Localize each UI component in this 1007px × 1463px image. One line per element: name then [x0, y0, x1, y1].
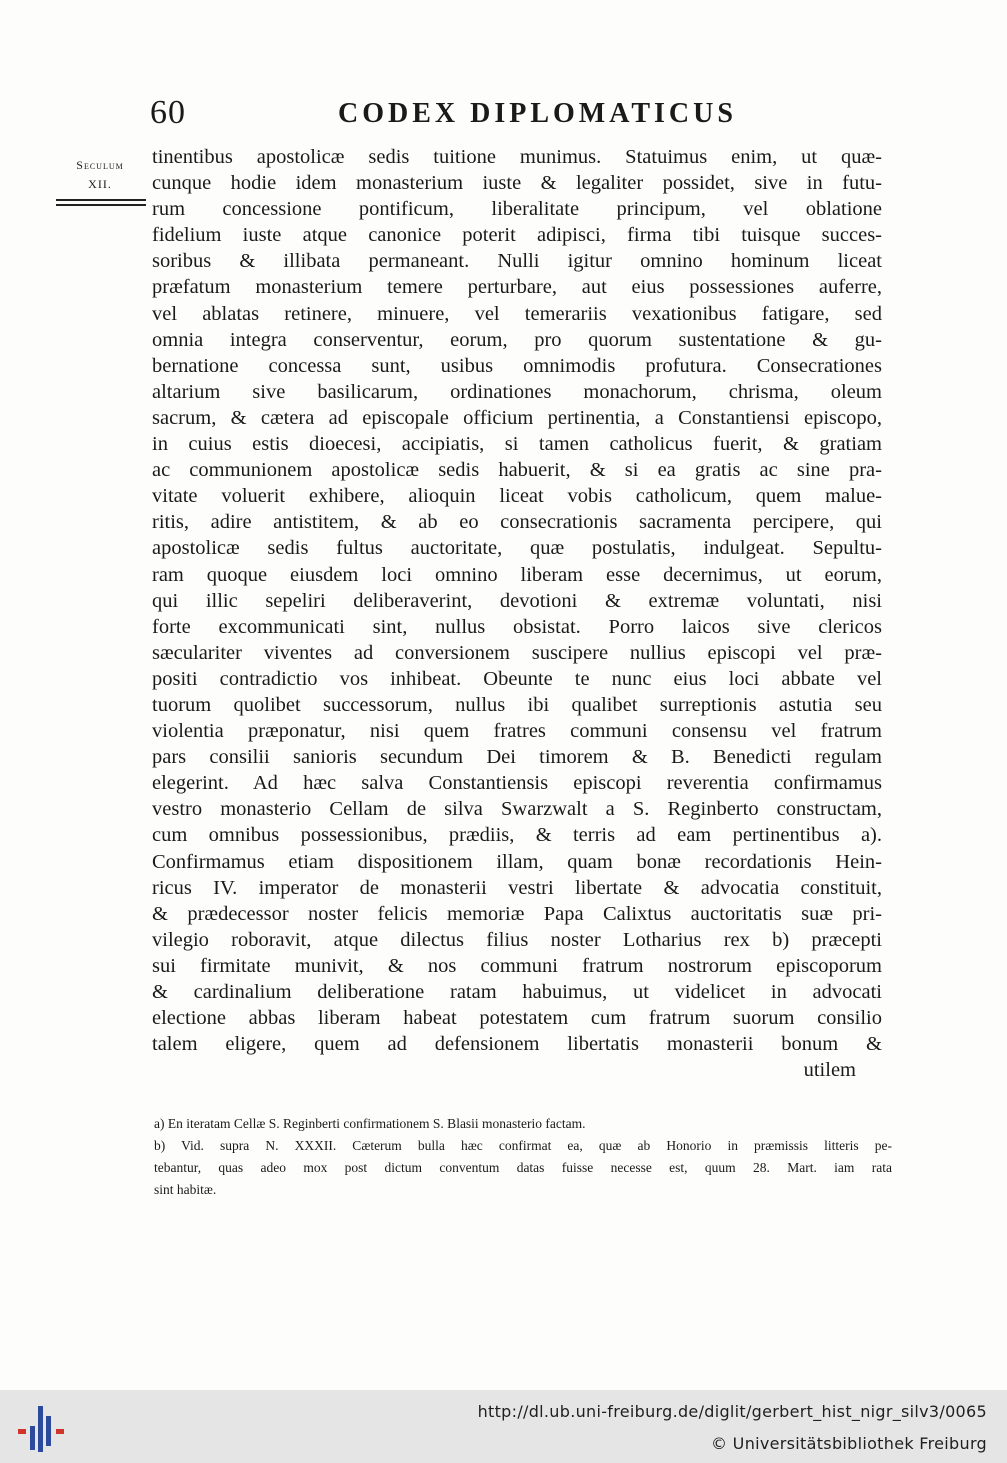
library-logo-icon: [16, 1404, 68, 1456]
body-text: [152, 144, 882, 1083]
text-line: cunque hodie idem monasterium iuste & legaliter possidet, sive in futu-: [152, 172, 882, 195]
page-number: 60: [150, 94, 186, 131]
footnote-b-continued: tebantur, quas adeo mox post dictum conventum datas fuisse necesse est, quum 28. Mart. iam rata: [154, 1160, 892, 1175]
running-head: CODEX DIPLOMATICUS: [338, 98, 737, 129]
text-line: & cardinalium deliberatione ratam habuimus, ut videlicet in advocati: [152, 981, 882, 1003]
logo-bar-red-right: [56, 1429, 64, 1434]
text-line: positi contradictio vos inhibeat. Obeunte te nunc eius loci abbate vel: [152, 667, 882, 690]
logo-bar-blue-1: [30, 1426, 35, 1450]
logo-bar-blue-2: [38, 1406, 43, 1452]
footnote-b-end: sint habitæ.: [154, 1182, 217, 1197]
text-line: cum omnibus possessionibus, prædiis, & terris ad eam pertinentibus a).: [152, 824, 882, 847]
text-line: vestro monasterio Cellam de silva Swarzwalt a S. Reginberto constructam,: [152, 798, 882, 821]
text-line: sui firmitate munivit, & nos communi fratrum nostrorum episcoporum: [152, 954, 882, 977]
footnote-a: a) En iteratam Cellæ S. Reginberti confirmationem S. Blasii monasterio factam.: [154, 1116, 586, 1131]
text-line: apostolicæ sedis fultus auctoritate, quæ postulatis, indulgeat. Sepultu-: [152, 537, 882, 560]
text-line: tuorum quolibet successorum, nullus ibi qualibet surreptionis astutia seu: [152, 693, 882, 716]
text-line: ram quoque eiusdem loci omnino liberam esse decernimus, ut eorum,: [152, 563, 882, 586]
text-line: qui illic sepeliri deliberaverint, devotioni & extremæ voluntati, nisi: [152, 589, 882, 612]
text-line: ricus IV. imperator de monasterii vestri libertate & advocatia constituit,: [152, 876, 882, 899]
text-line: omnia integra conserventur, eorum, pro quorum sustentatione & gu-: [152, 328, 882, 351]
text-line: talem eligere, quem ad defensionem libertatis monasterii bonum &: [152, 1033, 882, 1056]
text-line: pars consilii sanioris secundum Dei timorem & B. Benedicti regulam: [152, 746, 882, 769]
source-url[interactable]: http://dl.ub.uni-freiburg.de/diglit/gerbert_hist_nigr_silv3/0065: [477, 1402, 987, 1421]
text-line: electione abbas liberam habeat potestatem cum fratrum suorum consilio: [152, 1007, 882, 1030]
copyright-notice: © Universitätsbibliothek Freiburg: [711, 1434, 987, 1453]
text-line: ac communionem apostolicæ sedis habuerit, & si ea gratis ac sine pra-: [152, 459, 882, 482]
text-line: ritis, adire antistitem, & ab eo consecrationis sacramenta percipere, qui: [152, 511, 882, 534]
text-line: bernatione concessa sunt, usibus omnimodis profutura. Consecrationes: [152, 354, 882, 377]
margin-note-number: XII.: [88, 177, 112, 191]
text-line: sæculariter viventes ad conversionem suscipere nullius episcopi vel præ-: [152, 641, 882, 664]
logo-bar-blue-3: [46, 1416, 51, 1446]
catchword: utilem: [803, 1059, 856, 1082]
margin-note-century: Seculum: [76, 158, 124, 172]
text-line: præfatum monasterium temere perturbare, aut eius possessiones auferre,: [152, 276, 882, 299]
margin-rule: [56, 199, 146, 206]
footnote-b: b) Vid. supra N. XXXII. Cæterum bulla hæc confirmat ea, quæ ab Honorio in præmissis litteris pe-: [154, 1138, 892, 1153]
footnotes: [154, 1113, 892, 1201]
logo-bar-red-left: [18, 1429, 26, 1434]
text-line: vilegio roboravit, atque dilectus filius noster Lotharius rex b) præcepti: [152, 928, 882, 951]
margin-note: [60, 156, 140, 194]
text-line: Confirmamus etiam dispositionem illam, quam bonæ recordationis Hein-: [152, 850, 882, 873]
text-line: rum concessione pontificum, liberalitate principum, vel oblatione: [152, 198, 882, 221]
text-line: altarium sive basilicarum, ordinationes monachorum, chrisma, oleum: [152, 380, 882, 403]
text-line: & prædecessor noster felicis memoriæ Papa Calixtus auctoritatis suæ pri-: [152, 902, 882, 925]
text-line: sacrum, & cætera ad episcopale officium pertinentia, a Constantiensi episcopo,: [152, 406, 882, 429]
text-line: fidelium iuste atque canonice poterit adipisci, firma tibi tuisque succes-: [152, 224, 882, 247]
text-line: violentia præponatur, nisi quem fratres communi consensu vel fratrum: [152, 720, 882, 743]
text-line: vitate voluerit exhibere, alioquin liceat vobis catholicum, quem malue-: [152, 485, 882, 508]
text-line: elegerint. Ad hæc salva Constantiensis episcopi reverentia confirmamus: [152, 772, 882, 795]
text-line: forte excommunicati sint, nullus obsistat. Porro laicos sive clericos: [152, 615, 882, 638]
text-line: in cuius estis dioecesi, accipiatis, si tamen catholicus fuerit, & gratiam: [152, 433, 882, 456]
text-line: vel ablatas retinere, minuere, vel temerariis vexationibus fatigare, sed: [152, 302, 882, 325]
text-line: tinentibus apostolicæ sedis tuitione munimus. Statuimus enim, ut quæ-: [152, 146, 882, 168]
text-line: soribus & illibata permaneant. Nulli igitur omnino hominum liceat: [152, 250, 882, 273]
